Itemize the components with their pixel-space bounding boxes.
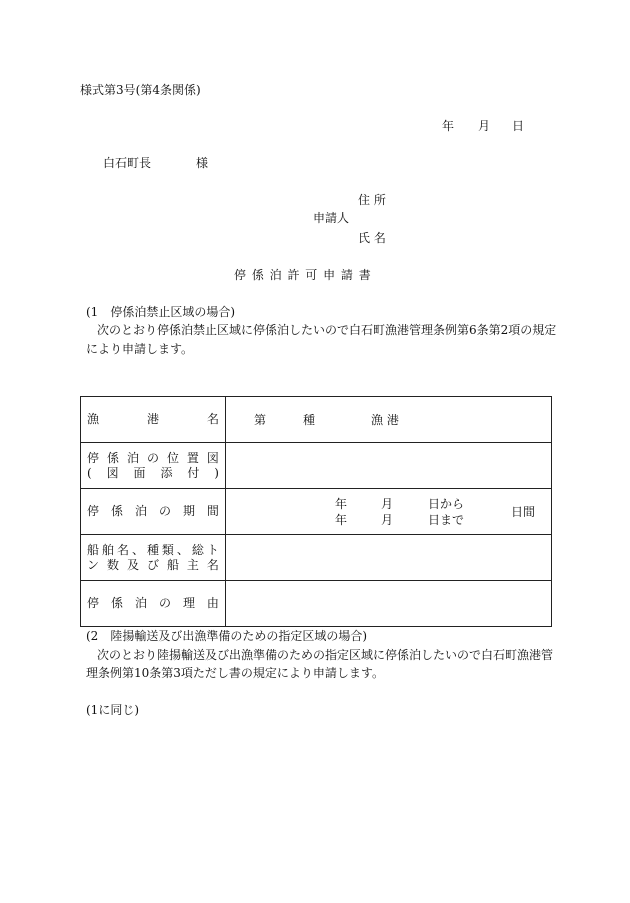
port-label-cell	[81, 397, 226, 443]
period-to-year: 年	[335, 513, 348, 527]
applicant-label: 申請人	[313, 211, 350, 225]
applicant-name-label: 氏 名	[358, 231, 386, 245]
period-from-month: 月	[381, 497, 394, 511]
location-value-cell[interactable]	[226, 443, 552, 489]
port-label-char-3: 名	[206, 412, 219, 426]
port-suffix: 漁 港	[371, 413, 399, 427]
document-title: 停 係 泊 許 可 申 請 書	[234, 268, 372, 282]
section2-body-line2: 理条例第10条第3項ただし書の規定により申請します。	[86, 666, 384, 680]
port-type: 種	[303, 413, 316, 427]
table-row-vessel	[81, 535, 552, 581]
period-to-day: 日まで	[428, 513, 465, 527]
section1-heading: (1 停係泊禁止区域の場合)	[86, 305, 235, 319]
port-label	[87, 412, 219, 427]
date-year-label: 年	[442, 119, 455, 133]
port-prefix: 第	[254, 413, 267, 427]
table-row-period	[81, 489, 552, 535]
location-label-line2: ( 図 面 添 付 )	[87, 465, 219, 480]
vessel-label-line2: ン 数 及 び 船 主 名	[87, 557, 219, 572]
location-label-cell	[81, 443, 226, 489]
table-row-port	[81, 397, 552, 443]
port-label-char-1: 漁	[87, 412, 100, 426]
location-label-line1: 停 係 泊 の 位 置 図	[87, 450, 219, 465]
period-label: 停 係 泊 の 期 間	[87, 504, 219, 518]
section1-body-line2: により申請します。	[86, 342, 194, 356]
date-day-label: 日	[512, 119, 525, 133]
form-number: 様式第3号(第4条関係)	[80, 83, 201, 97]
applicant-address-label: 住 所	[358, 193, 386, 207]
section2-note: (1に同じ)	[86, 703, 139, 717]
period-value-cell[interactable]	[226, 489, 552, 535]
vessel-label-cell	[81, 535, 226, 581]
period-from-day: 日から	[428, 497, 465, 511]
table-row-location-map	[81, 443, 552, 489]
vessel-label-line1: 船 舶 名 、 種 類 、 総 ト	[87, 542, 219, 557]
vessel-value-cell[interactable]	[226, 535, 552, 581]
period-to-month: 月	[381, 513, 394, 527]
addressee-name: 白石町長	[103, 156, 152, 170]
table-row-reason	[81, 581, 552, 627]
period-from-year: 年	[335, 497, 348, 511]
port-value-cell[interactable]	[226, 397, 552, 443]
period-days: 日間	[511, 505, 536, 519]
section1-body-line1: 次のとおり停係泊禁止区域に停係泊したいので白石町漁港管理条例第6条第2項の規定	[97, 323, 557, 337]
addressee-honorific: 様	[196, 156, 209, 170]
reason-value-cell[interactable]	[226, 581, 552, 627]
date-month-label: 月	[478, 119, 491, 133]
section2-heading: (2 陸揚輸送及び出漁準備のための指定区域の場合)	[86, 629, 368, 643]
reason-label-cell	[81, 581, 226, 627]
period-label-cell	[81, 489, 226, 535]
application-table	[80, 396, 552, 627]
reason-label: 停 係 泊 の 理 由	[87, 596, 219, 610]
port-label-char-2: 港	[146, 412, 159, 426]
section2-body-line1: 次のとおり陸揚輸送及び出漁準備のための指定区域に停係泊したいので白石町漁港管	[97, 648, 554, 662]
